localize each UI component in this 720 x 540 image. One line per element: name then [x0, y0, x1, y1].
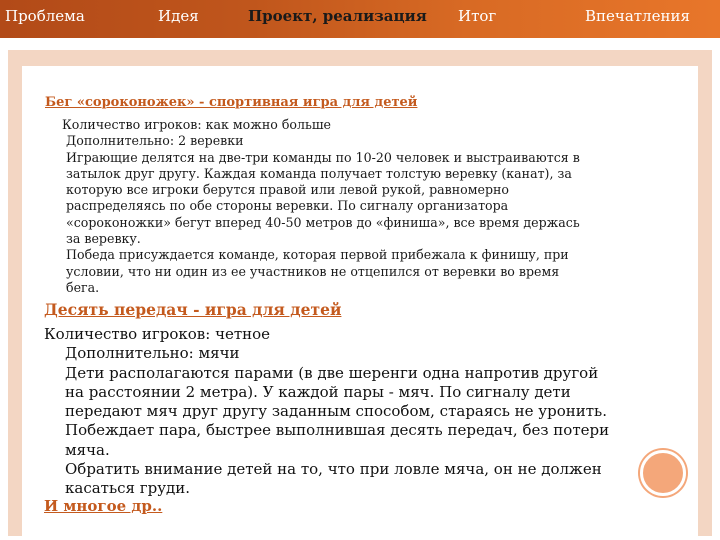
text-line: мяча.: [65, 440, 110, 459]
text-line: Дополнительно: 2 веревки: [66, 133, 244, 149]
nav-item-result[interactable]: Итог: [458, 7, 497, 25]
text-line: за веревку.: [66, 231, 141, 247]
nav-item-problem[interactable]: Проблема: [5, 7, 85, 25]
text-line: которую все игроки берутся правой или левой рукой, равномерно: [66, 182, 510, 198]
text-line: касаться груди.: [65, 479, 191, 498]
text-line: затылок друг другу. Каждая команда получает толстую веревку (канат), за: [66, 165, 572, 181]
more-link[interactable]: И многое др..: [44, 497, 163, 515]
nav-item-idea[interactable]: Идея: [158, 7, 199, 25]
text-line: Обратить внимание детей на то, что при ловле мяча, он не должен: [65, 460, 602, 479]
text-line: Дополнительно: мячи: [65, 344, 240, 363]
centipede-race-description: [62, 117, 627, 296]
decorative-circle: [640, 450, 686, 496]
text-line: распределяясь по обе стороны веревки. По сигналу организатора: [66, 198, 509, 214]
nav-item-project[interactable]: Проект, реализация: [248, 7, 427, 25]
text-line: Побеждает пара, быстрее выполнившая десять передач, без потери: [65, 421, 610, 440]
text-line: передают мяч друг другу заданным способом, стараясь не уронить.: [65, 402, 607, 421]
section-title-ten-passes[interactable]: Десять передач - игра для детей: [44, 300, 342, 319]
text-line: Играющие делятся на две-три команды по 10-20 человек и выстраиваются в: [66, 149, 580, 165]
text-line: Количество игроков: четное: [44, 325, 271, 343]
ten-passes-description: [44, 325, 634, 499]
nav-item-impressions[interactable]: Впечатления: [585, 7, 690, 25]
text-line: Дети располагаются парами (в две шеренги одна напротив другой: [65, 363, 599, 382]
text-line: на расстоянии 2 метра). У каждой пары - мяч. По сигналу дети: [65, 382, 571, 401]
text-line: бега.: [66, 279, 100, 295]
section-title-centipede-race[interactable]: Бег «сороконожек» - спортивная игра для детей: [45, 95, 418, 110]
text-line: Победа присуждается команде, которая первой прибежала к финишу, при: [66, 247, 569, 263]
text-line: условии, что ни один из ее участников не отцепился от веревки во время: [66, 263, 560, 279]
text-line: Количество игроков: как можно больше: [62, 117, 332, 132]
text-line: «сороконожки» бегут вперед 40-50 метров до «финиша», все время держась: [66, 214, 580, 230]
